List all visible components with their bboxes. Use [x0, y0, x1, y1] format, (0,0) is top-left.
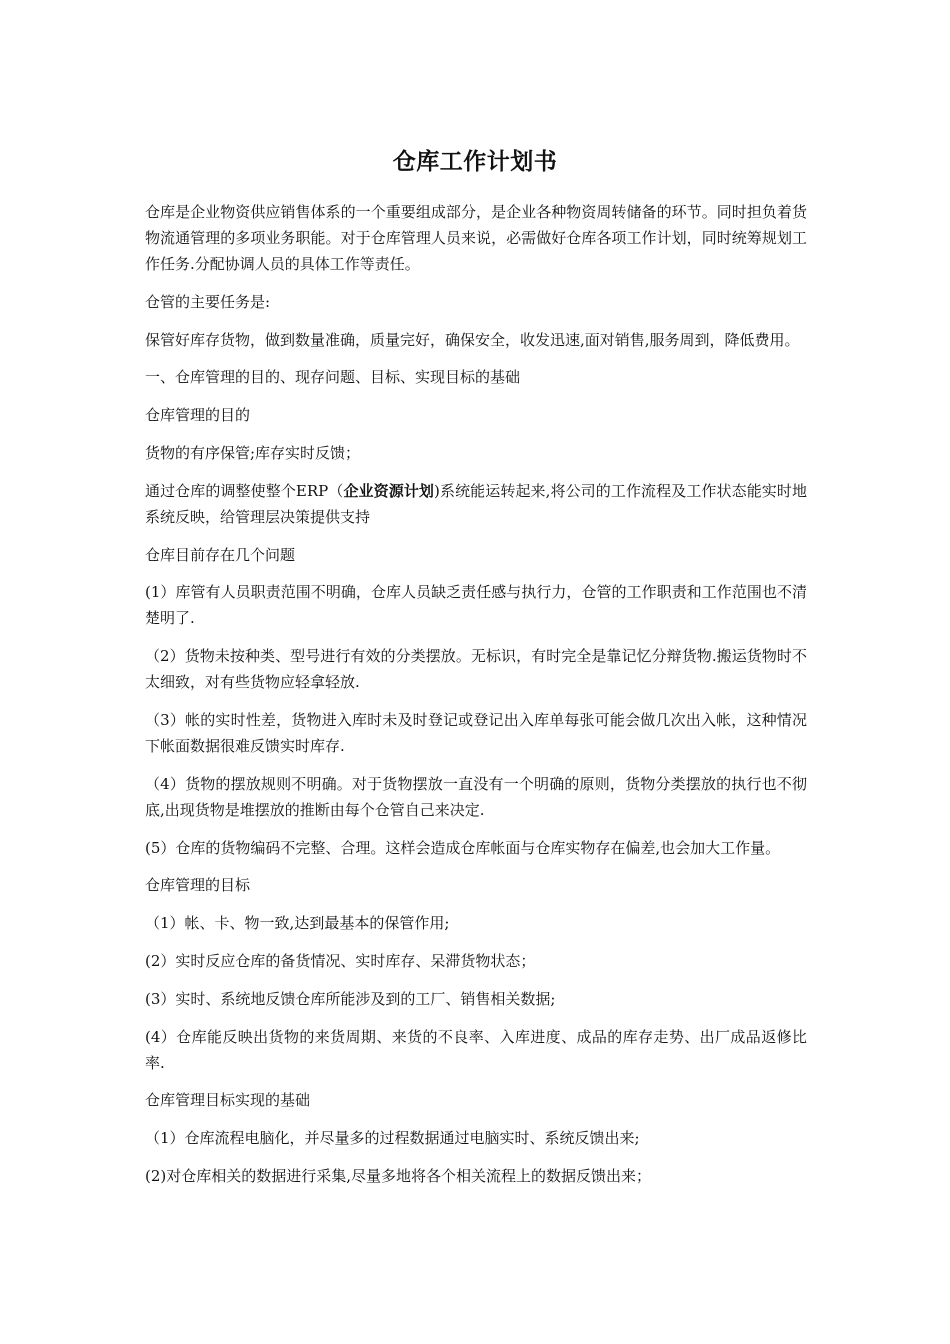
problem-item-3: （3）帐的实时性差，货物进入库时未及时登记或登记出入库单每张可能会做几次出入帐，这种情况下帐面数据很难反馈实时库存. — [145, 710, 807, 755]
erp-bold-term: 企业资源计划 — [343, 481, 435, 500]
foundation-item-2: (2)对仓库相关的数据进行采集,尽量多地将各个相关流程上的数据反馈出来； — [145, 1166, 652, 1185]
paragraph-purpose: 货物的有序保管;库存实时反馈； — [145, 443, 361, 462]
problem-item-4: （4）货物的摆放规则不明确。对于货物摆放一直没有一个明确的原则，货物分类摆放的执行也不彻底,出现货物是堆摆放的推断由每个仓管自己来决定. — [145, 774, 807, 819]
goal-item-3: (3）实时、系统地反馈仓库所能涉及到的工厂、销售相关数据; — [145, 989, 556, 1008]
erp-text-after: )系统能运转起来,将公司的工作流程及工作状态能实时地系统反映，给管理层决策提供支持 — [145, 481, 807, 526]
document-title: 仓库工作计划书 — [392, 149, 558, 175]
paragraph-main-tasks-heading: 仓管的主要任务是: — [145, 292, 271, 311]
goal-item-2: (2）实时反应仓库的备货情况、实时库存、呆滞货物状态； — [145, 951, 536, 970]
paragraph-erp — [145, 478, 807, 530]
foundation-item-1: （1）仓库流程电脑化，并尽量多的过程数据通过电脑实时、系统反馈出来; — [145, 1129, 640, 1148]
problem-item-2: （2）货物未按种类、型号进行有效的分类摆放。无标识，有时完全是靠记忆分辩货物.搬运货物时不太细致，对有些货物应轻拿轻放. — [145, 647, 807, 692]
section-heading-1: 一、仓库管理的目的、现存问题、目标、实现目标的基础 — [145, 368, 521, 387]
goal-item-1: （1）帐、卡、物一致,达到最基本的保管作用; — [145, 914, 450, 933]
erp-text-before: 通过仓库的调整使整个ERP（ — [145, 481, 344, 500]
subheading-goals: 仓库管理的目标 — [145, 876, 251, 895]
subheading-purpose: 仓库管理的目的 — [145, 406, 251, 425]
document-body — [145, 199, 807, 1201]
goal-item-4: (4）仓库能反映出货物的来货周期、来货的不良率、入库进度、成品的库存走势、出厂成品返修比率. — [145, 1027, 807, 1072]
subheading-problems: 仓库目前存在几个问题 — [145, 545, 296, 564]
paragraph-main-tasks: 保管好库存货物，做到数量准确，质量完好，确保安全，收发迅速,面对销售,服务周到，降低费用。 — [145, 330, 800, 349]
problem-item-5: (5）仓库的货物编码不完整、合理。这样会造成仓库帐面与仓库实物存在偏差,也会加大工作量。 — [145, 838, 781, 857]
paragraph-intro: 仓库是企业物资供应销售体系的一个重要组成部分，是企业各种物资周转储备的环节。同时担负着货物流通管理的多项业务职能。对于仓库管理人员来说，必需做好仓库各项工作计划，同时统筹规划工作任务.分配协调人员的具体工作等责任。 — [145, 203, 807, 273]
problem-item-1: (1）库管有人员职责范围不明确，仓库人员缺乏责任感与执行力，仓管的工作职责和工作范围也不清楚明了. — [145, 583, 807, 628]
subheading-foundation: 仓库管理目标实现的基础 — [145, 1091, 311, 1110]
